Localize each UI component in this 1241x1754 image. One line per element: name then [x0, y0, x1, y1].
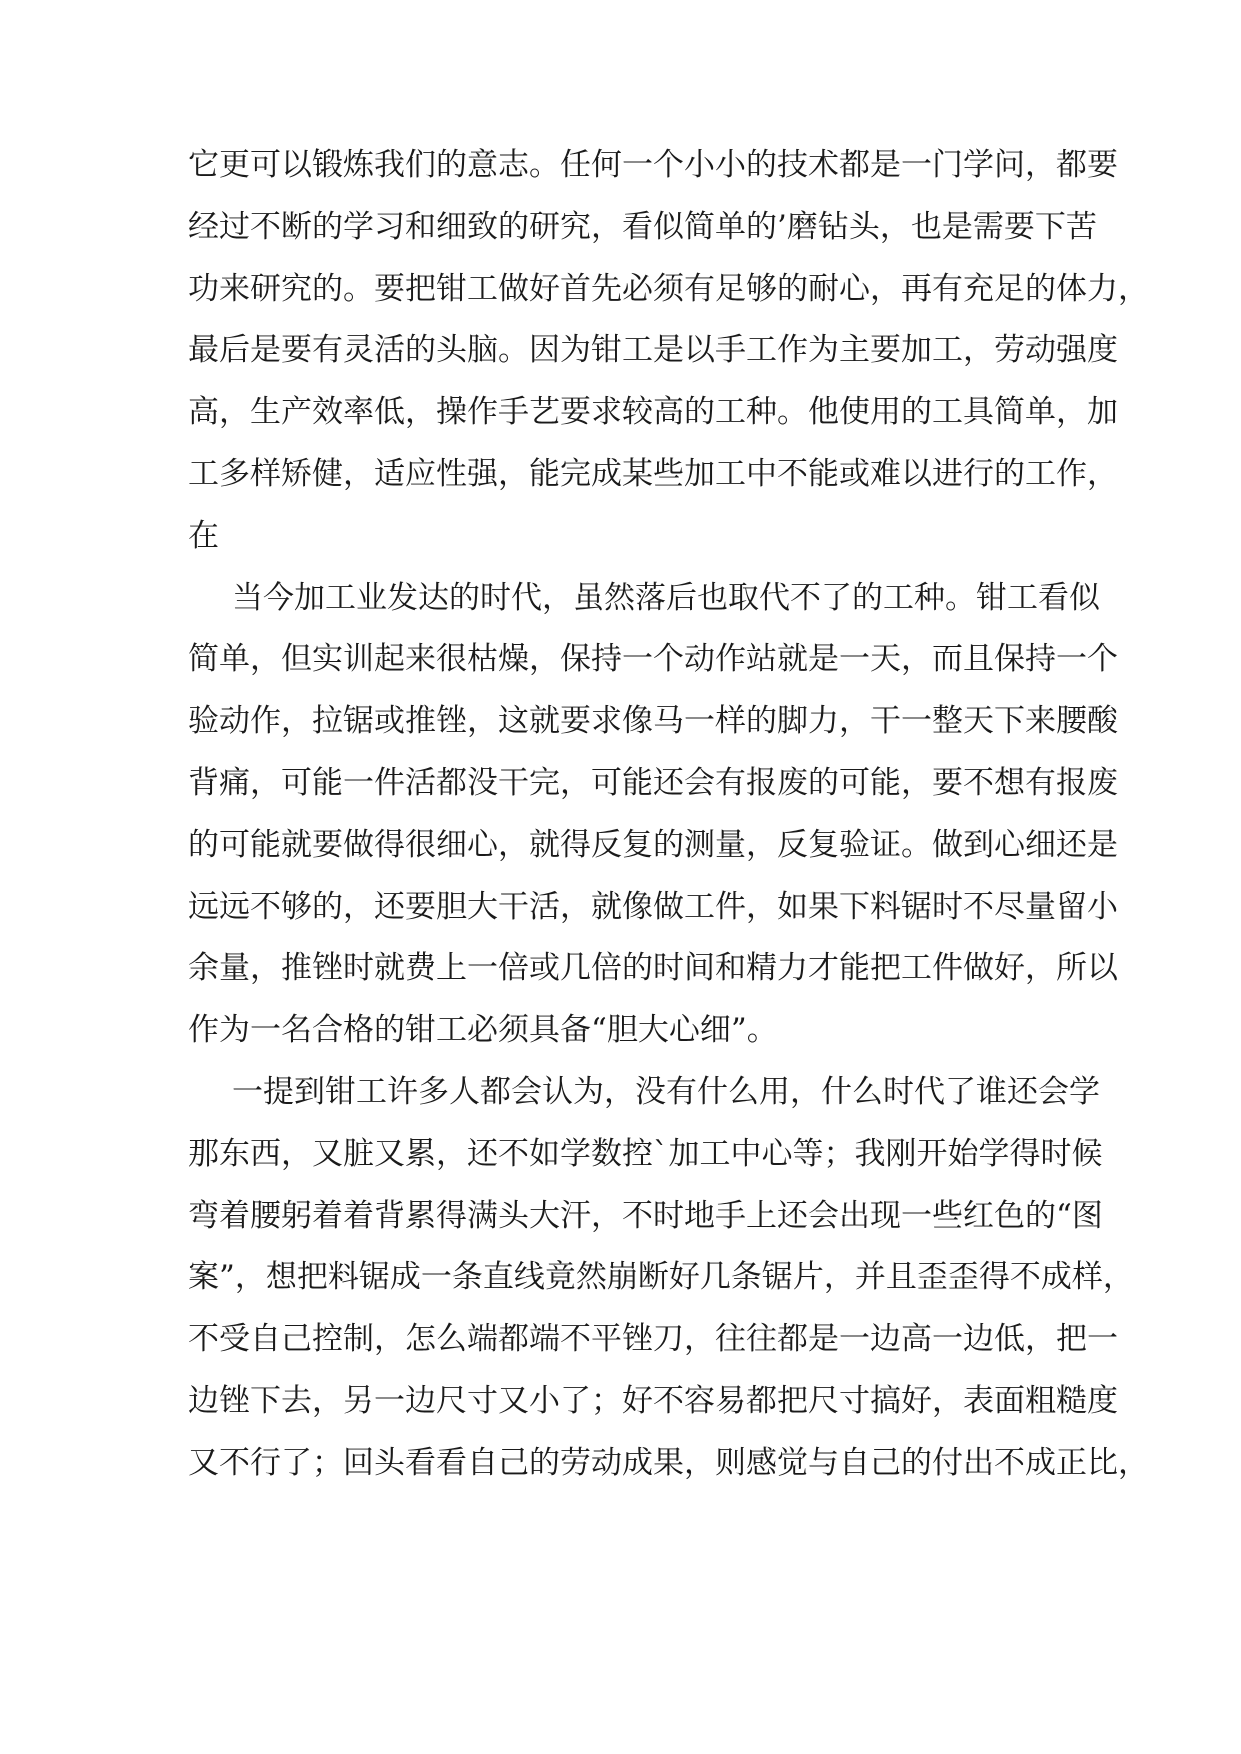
text-line: 它更可以锻炼我们的意志。任何一个小小的技术都是一门学问，都要	[188, 147, 1118, 183]
text-line: 简单，但实训起来很枯燥，保持一个动作站就是一天，而且保持一个	[188, 641, 1118, 678]
text-line: 案”，想把料锯成一条直线竟然崩断好几条锯片，并且歪歪得不成样，	[188, 1259, 1134, 1296]
text-line: 工多样矫健，适应性强，能完成某些加工中不能或难以进行的工作，	[188, 455, 1118, 492]
text-line: 最后是要有灵活的头脑。因为钳工是以手工作为主要加工，劳动强度	[188, 332, 1118, 369]
text-line: 在	[188, 517, 219, 554]
text-line: 那东西，又脏又累，还不如学数控`加工中心等；我刚开始学得时候	[188, 1135, 1103, 1172]
text-line: 一提到钳工许多人都会认为，没有什么用，什么时代了谁还会学	[232, 1073, 1100, 1110]
text-line: 的可能就要做得很细心，就得反复的测量，反复验证。做到心细还是	[188, 826, 1118, 863]
document-body	[188, 135, 1149, 1495]
paragraph-1	[188, 135, 1149, 568]
text-line: 背痛，可能一件活都没干完，可能还会有报废的可能，要不想有报废	[188, 764, 1118, 801]
text-line: 作为一名合格的钳工必须具备“胆大心细”。	[188, 1012, 778, 1049]
text-line: 远远不够的，还要胆大干活，就像做工件，如果下料锯时不尽量留小	[188, 888, 1118, 925]
text-line: 当今加工业发达的时代，虽然落后也取代不了的工种。钳工看似	[232, 579, 1100, 616]
paragraph-2	[188, 568, 1118, 1062]
text-line: 又不行了；回头看看自己的劳动成果，则感觉与自己的付出不成正比，	[188, 1444, 1149, 1481]
text-line: 经过不断的学习和细致的研究，看似简单的’磨钻头，也是需要下苦	[188, 208, 1097, 245]
text-line: 高，生产效率低，操作手艺要求较高的工种。他使用的工具简单，加	[188, 394, 1118, 431]
text-line: 余量，推锉时就费上一倍或几倍的时间和精力才能把工件做好，所以	[188, 950, 1118, 987]
text-line: 验动作，拉锯或推锉，这就要求像马一样的脚力，干一整天下来腰酸	[188, 703, 1118, 740]
text-line: 弯着腰躬着着背累得满头大汗，不时地手上还会出现一些红色的“图	[188, 1197, 1103, 1234]
paragraph-3	[188, 1062, 1149, 1495]
text-line: 边锉下去，另一边尺寸又小了；好不容易都把尺寸搞好，表面粗糙度	[188, 1382, 1118, 1419]
text-line: 功来研究的。要把钳工做好首先必须有足够的耐心，再有充足的体力，	[188, 270, 1149, 307]
text-line: 不受自己控制，怎么端都端不平锉刀，往往都是一边高一边低，把一	[188, 1321, 1118, 1358]
